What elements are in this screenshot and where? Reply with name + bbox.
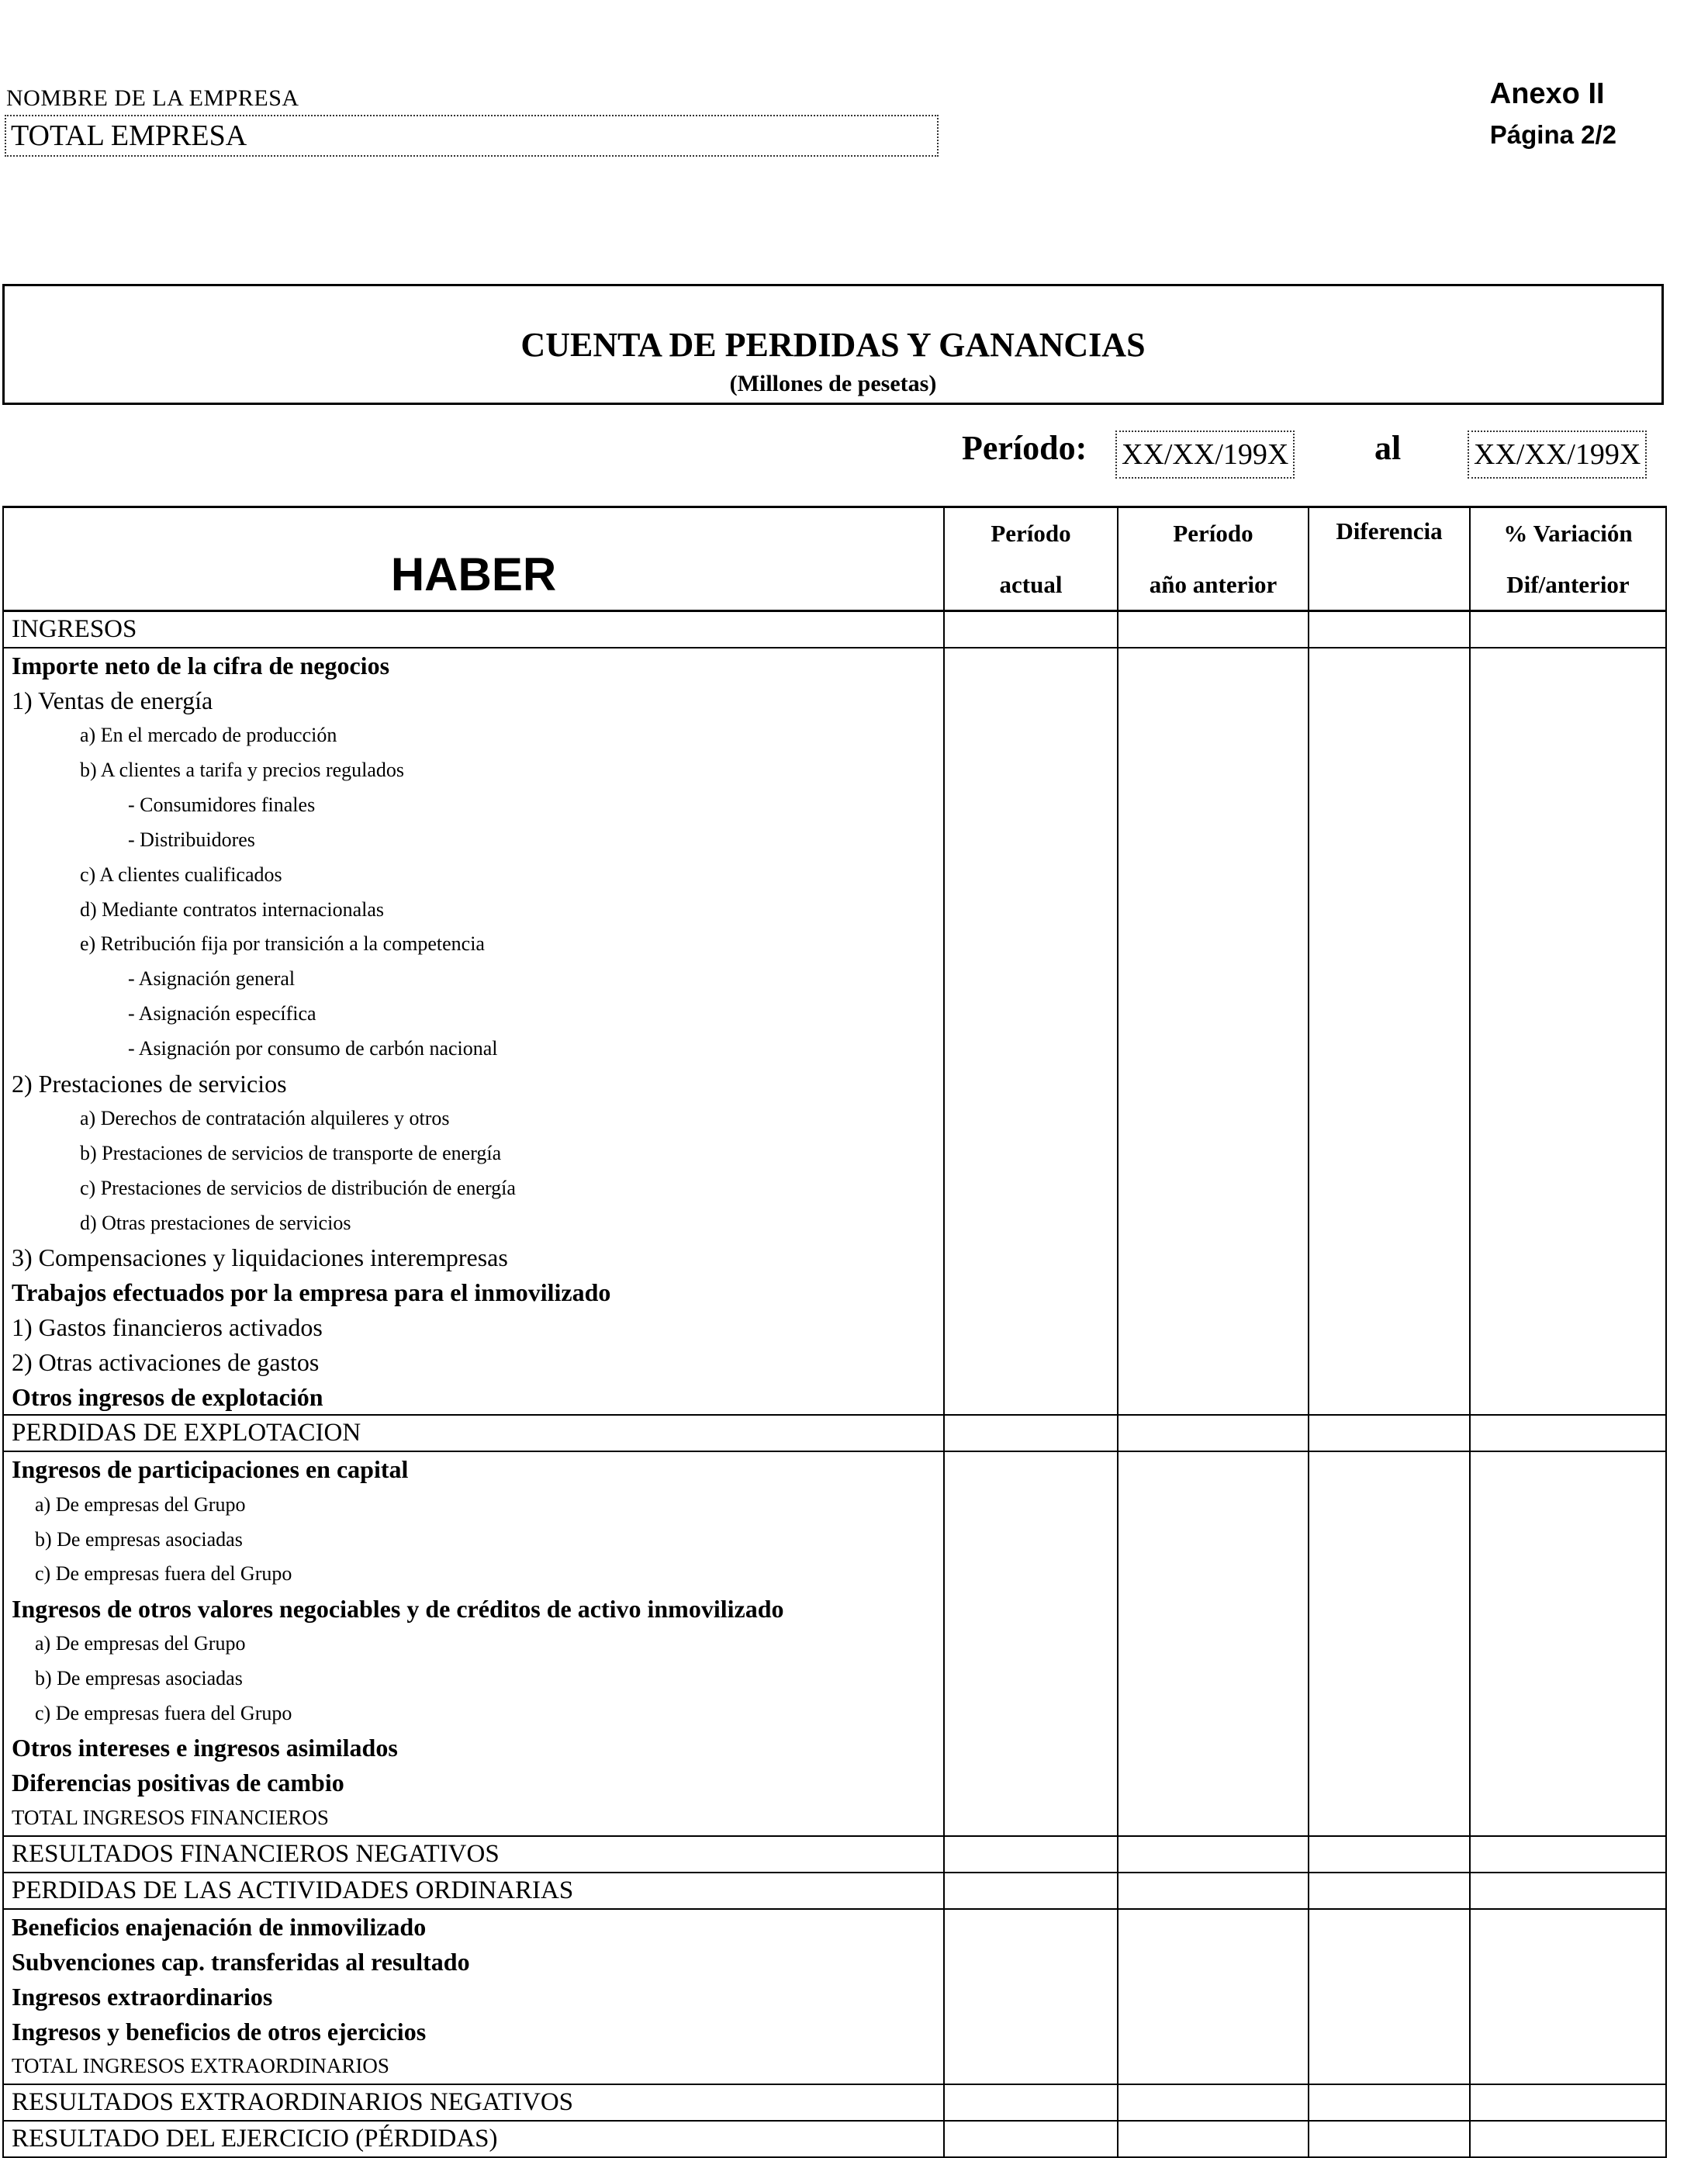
value-difference-cell[interactable] (1309, 1345, 1470, 1380)
value-variation-cell[interactable] (1470, 1696, 1666, 1731)
value-previous-cell[interactable] (1118, 997, 1309, 1032)
value-difference-cell[interactable] (1309, 718, 1470, 753)
value-current-cell[interactable] (944, 1765, 1118, 1800)
value-current-cell[interactable] (944, 1696, 1118, 1731)
value-variation-cell[interactable] (1470, 997, 1666, 1032)
table-row (3, 1067, 1666, 1101)
value-variation-cell[interactable] (1470, 2084, 1666, 2121)
value-variation-cell[interactable] (1470, 1345, 1666, 1380)
table-row (3, 1731, 1666, 1766)
value-difference-cell[interactable] (1309, 2121, 1470, 2157)
value-current-cell[interactable] (944, 1800, 1118, 1836)
row-label: RESULTADOS FINANCIEROS NEGATIVOS (3, 1836, 944, 1873)
value-previous-cell[interactable] (1118, 1909, 1309, 1945)
col-header-line1: Período (991, 519, 1071, 547)
value-variation-cell[interactable] (1470, 1487, 1666, 1522)
row-label: - Distribuidores (3, 822, 944, 857)
value-variation-cell[interactable] (1470, 1171, 1666, 1205)
value-previous-cell[interactable] (1118, 1310, 1309, 1345)
annex-label: Anexo II (1489, 78, 1605, 110)
row-label: a) En el mercado de producción (3, 718, 944, 753)
value-current-cell[interactable] (944, 1205, 1118, 1240)
value-current-cell[interactable] (944, 1522, 1118, 1557)
value-current-cell[interactable] (944, 1136, 1118, 1171)
period-label: Período: (962, 429, 1087, 467)
value-variation-cell[interactable] (1470, 962, 1666, 997)
value-current-cell[interactable] (944, 1415, 1118, 1451)
value-difference-cell[interactable] (1309, 857, 1470, 892)
value-current-cell[interactable] (944, 857, 1118, 892)
table-row (3, 857, 1666, 892)
row-label: 2) Prestaciones de servicios (3, 1067, 944, 1101)
value-previous-cell[interactable] (1118, 1032, 1309, 1067)
value-variation-cell[interactable] (1470, 1731, 1666, 1766)
row-label: Importe neto de la cifra de negocios (3, 648, 944, 683)
row-label: c) De empresas fuera del Grupo (3, 1557, 944, 1592)
value-difference-cell[interactable] (1309, 1522, 1470, 1557)
table-row (3, 1980, 1666, 2014)
value-variation-cell[interactable] (1470, 1909, 1666, 1945)
value-variation-cell[interactable] (1470, 1136, 1666, 1171)
value-variation-cell[interactable] (1470, 753, 1666, 788)
value-difference-cell[interactable] (1309, 822, 1470, 857)
value-difference-cell[interactable] (1309, 753, 1470, 788)
value-current-cell[interactable] (944, 1451, 1118, 1487)
row-label: Subvenciones cap. transferidas al resultado (3, 1945, 944, 1980)
period-to-field[interactable]: XX/XX/199X (1468, 431, 1647, 479)
value-variation-cell[interactable] (1470, 1380, 1666, 1416)
value-current-cell[interactable] (944, 822, 1118, 857)
value-difference-cell[interactable] (1309, 1380, 1470, 1416)
value-previous-cell[interactable] (1118, 611, 1309, 648)
value-difference-cell[interactable] (1309, 1487, 1470, 1522)
value-variation-cell[interactable] (1470, 892, 1666, 927)
table-row (3, 962, 1666, 997)
value-current-cell[interactable] (944, 648, 1118, 683)
table-row (3, 2121, 1666, 2157)
row-label: 2) Otras activaciones de gastos (3, 1345, 944, 1380)
value-difference-cell[interactable] (1309, 1980, 1470, 2014)
table-row (3, 787, 1666, 822)
value-current-cell[interactable] (944, 1662, 1118, 1696)
table-row (3, 1696, 1666, 1731)
value-variation-cell[interactable] (1470, 1836, 1666, 1873)
value-previous-cell[interactable] (1118, 892, 1309, 927)
table-row (3, 927, 1666, 962)
company-name-field[interactable]: TOTAL EMPRESA (5, 115, 939, 157)
col-header-line2: actual (999, 570, 1063, 598)
value-previous-cell[interactable] (1118, 1627, 1309, 1662)
value-variation-cell[interactable] (1470, 1945, 1666, 1980)
row-label: Diferencias positivas de cambio (3, 1765, 944, 1800)
value-previous-cell[interactable] (1118, 648, 1309, 683)
value-variation-cell[interactable] (1470, 683, 1666, 718)
table-row (3, 822, 1666, 857)
value-variation-cell[interactable] (1470, 1101, 1666, 1136)
value-previous-cell[interactable] (1118, 1522, 1309, 1557)
row-label: d) Otras prestaciones de servicios (3, 1205, 944, 1240)
value-difference-cell[interactable] (1309, 1205, 1470, 1240)
section-title: HABER (390, 548, 557, 600)
value-previous-cell[interactable] (1118, 1451, 1309, 1487)
value-difference-cell[interactable] (1309, 1800, 1470, 1836)
row-label: b) A clientes a tarifa y precios regulados (3, 753, 944, 788)
value-difference-cell[interactable] (1309, 2049, 1470, 2085)
table-row (3, 1415, 1666, 1451)
value-difference-cell[interactable] (1309, 1909, 1470, 1945)
col-header-line1: Diferencia (1336, 517, 1443, 545)
table-row (3, 1205, 1666, 1240)
value-previous-cell[interactable] (1118, 1662, 1309, 1696)
table-row (3, 1522, 1666, 1557)
table-row (3, 997, 1666, 1032)
table-row (3, 1380, 1666, 1416)
value-variation-cell[interactable] (1470, 1800, 1666, 1836)
value-difference-cell[interactable] (1309, 1101, 1470, 1136)
table-row (3, 611, 1666, 648)
value-current-cell[interactable] (944, 1592, 1118, 1627)
value-difference-cell[interactable] (1309, 962, 1470, 997)
value-difference-cell[interactable] (1309, 1415, 1470, 1451)
row-label: Otros ingresos de explotación (3, 1380, 944, 1416)
col-header-current (944, 507, 1118, 611)
table-row (3, 1310, 1666, 1345)
value-current-cell[interactable] (944, 753, 1118, 788)
value-current-cell[interactable] (944, 1487, 1118, 1522)
document-title: CUENTA DE PERDIDAS Y GANANCIAS (520, 326, 1146, 364)
value-variation-cell[interactable] (1470, 1451, 1666, 1487)
row-label: a) De empresas del Grupo (3, 1487, 944, 1522)
table-row (3, 2049, 1666, 2085)
title-box (2, 284, 1664, 405)
value-current-cell[interactable] (944, 1836, 1118, 1873)
value-current-cell[interactable] (944, 611, 1118, 648)
row-label: a) Derechos de contratación alquileres y otros (3, 1101, 944, 1136)
row-label: 1) Ventas de energía (3, 683, 944, 718)
period-from-field[interactable]: XX/XX/199X (1115, 431, 1295, 479)
value-difference-cell[interactable] (1309, 1171, 1470, 1205)
value-variation-cell[interactable] (1470, 2121, 1666, 2157)
row-label: Ingresos y beneficios de otros ejercicios (3, 2014, 944, 2049)
value-variation-cell[interactable] (1470, 1205, 1666, 1240)
value-previous-cell[interactable] (1118, 1415, 1309, 1451)
value-current-cell[interactable] (944, 1731, 1118, 1766)
col-header-line2: año anterior (1149, 570, 1278, 598)
table-row (3, 892, 1666, 927)
value-previous-cell[interactable] (1118, 683, 1309, 718)
value-current-cell[interactable] (944, 2049, 1118, 2085)
value-current-cell[interactable] (944, 1032, 1118, 1067)
row-label: - Asignación general (3, 962, 944, 997)
value-previous-cell[interactable] (1118, 962, 1309, 997)
value-variation-cell[interactable] (1470, 1067, 1666, 1101)
value-difference-cell[interactable] (1309, 1592, 1470, 1627)
table-row (3, 1662, 1666, 1696)
value-previous-cell[interactable] (1118, 2084, 1309, 2121)
row-label: 1) Gastos financieros activados (3, 1310, 944, 1345)
value-variation-cell[interactable] (1470, 822, 1666, 857)
value-difference-cell[interactable] (1309, 892, 1470, 927)
row-label: Ingresos de participaciones en capital (3, 1451, 944, 1487)
value-current-cell[interactable] (944, 1945, 1118, 1980)
value-difference-cell[interactable] (1309, 648, 1470, 683)
row-label: b) Prestaciones de servicios de transporte de energía (3, 1136, 944, 1171)
value-current-cell[interactable] (944, 1310, 1118, 1345)
table-row (3, 1836, 1666, 1873)
table-row (3, 1765, 1666, 1800)
value-variation-cell[interactable] (1470, 1522, 1666, 1557)
table-row (3, 1345, 1666, 1380)
value-current-cell[interactable] (944, 997, 1118, 1032)
value-difference-cell[interactable] (1309, 927, 1470, 962)
row-label: PERDIDAS DE EXPLOTACION (3, 1415, 944, 1451)
value-difference-cell[interactable] (1309, 1662, 1470, 1696)
row-label: c) A clientes cualificados (3, 857, 944, 892)
value-previous-cell[interactable] (1118, 1171, 1309, 1205)
value-previous-cell[interactable] (1118, 1345, 1309, 1380)
company-name-label: NOMBRE DE LA EMPRESA (6, 85, 299, 111)
table-header-row (3, 507, 1666, 611)
table-row (3, 1451, 1666, 1487)
table-row (3, 1171, 1666, 1205)
col-header-line2: Dif/anterior (1506, 570, 1630, 598)
table-row (3, 1557, 1666, 1592)
value-previous-cell[interactable] (1118, 753, 1309, 788)
value-previous-cell[interactable] (1118, 1765, 1309, 1800)
value-previous-cell[interactable] (1118, 2014, 1309, 2049)
value-variation-cell[interactable] (1470, 1592, 1666, 1627)
table-row (3, 1873, 1666, 1909)
table-row (3, 683, 1666, 718)
value-current-cell[interactable] (944, 1275, 1118, 1310)
value-variation-cell[interactable] (1470, 1032, 1666, 1067)
value-difference-cell[interactable] (1309, 1873, 1470, 1909)
value-variation-cell[interactable] (1470, 857, 1666, 892)
value-difference-cell[interactable] (1309, 1945, 1470, 1980)
row-label: - Asignación por consumo de carbón nacional (3, 1032, 944, 1067)
value-variation-cell[interactable] (1470, 1980, 1666, 2014)
value-current-cell[interactable] (944, 927, 1118, 962)
income-statement-table (2, 506, 1667, 2158)
table-row (3, 1275, 1666, 1310)
value-difference-cell[interactable] (1309, 1696, 1470, 1731)
row-label: RESULTADO DEL EJERCICIO (PÉRDIDAS) (3, 2121, 944, 2157)
value-previous-cell[interactable] (1118, 1380, 1309, 1416)
value-previous-cell[interactable] (1118, 1487, 1309, 1522)
table-row (3, 1101, 1666, 1136)
value-difference-cell[interactable] (1309, 1765, 1470, 1800)
units-subtitle: (Millones de pesetas) (729, 371, 937, 396)
value-previous-cell[interactable] (1118, 1557, 1309, 1592)
page-number: Página 2/2 (1489, 120, 1616, 149)
value-difference-cell[interactable] (1309, 997, 1470, 1032)
table-row (3, 1240, 1666, 1275)
value-variation-cell[interactable] (1470, 787, 1666, 822)
annex-block (1490, 78, 1616, 150)
value-previous-cell[interactable] (1118, 1205, 1309, 1240)
value-difference-cell[interactable] (1309, 1557, 1470, 1592)
value-difference-cell[interactable] (1309, 611, 1470, 648)
value-current-cell[interactable] (944, 1345, 1118, 1380)
value-previous-cell[interactable] (1118, 787, 1309, 822)
value-current-cell[interactable] (944, 1380, 1118, 1416)
row-label: - Asignación específica (3, 997, 944, 1032)
value-previous-cell[interactable] (1118, 1275, 1309, 1310)
value-variation-cell[interactable] (1470, 1240, 1666, 1275)
value-variation-cell[interactable] (1470, 611, 1666, 648)
value-variation-cell[interactable] (1470, 2014, 1666, 2049)
row-label: - Consumidores finales (3, 787, 944, 822)
value-current-cell[interactable] (944, 787, 1118, 822)
table-row (3, 2084, 1666, 2121)
value-previous-cell[interactable] (1118, 1592, 1309, 1627)
period-connector: al (1374, 429, 1402, 467)
value-current-cell[interactable] (944, 1171, 1118, 1205)
value-variation-cell[interactable] (1470, 1662, 1666, 1696)
col-header-line1: Período (1173, 519, 1253, 547)
table-row (3, 1627, 1666, 1662)
value-previous-cell[interactable] (1118, 2121, 1309, 2157)
row-label: e) Retribución fija por transición a la competencia (3, 927, 944, 962)
value-variation-cell[interactable] (1470, 1765, 1666, 1800)
row-label: TOTAL INGRESOS EXTRAORDINARIOS (3, 2049, 944, 2085)
value-variation-cell[interactable] (1470, 1275, 1666, 1310)
value-current-cell[interactable] (944, 2121, 1118, 2157)
value-current-cell[interactable] (944, 1557, 1118, 1592)
row-label: Otros intereses e ingresos asimilados (3, 1731, 944, 1766)
row-label: PERDIDAS DE LAS ACTIVIDADES ORDINARIAS (3, 1873, 944, 1909)
value-variation-cell[interactable] (1470, 718, 1666, 753)
row-label: TOTAL INGRESOS FINANCIEROS (3, 1800, 944, 1836)
value-previous-cell[interactable] (1118, 1240, 1309, 1275)
value-previous-cell[interactable] (1118, 1945, 1309, 1980)
value-previous-cell[interactable] (1118, 1696, 1309, 1731)
value-difference-cell[interactable] (1309, 1627, 1470, 1662)
value-previous-cell[interactable] (1118, 1836, 1309, 1873)
row-label: Ingresos extraordinarios (3, 1980, 944, 2014)
value-difference-cell[interactable] (1309, 1136, 1470, 1171)
value-difference-cell[interactable] (1309, 1451, 1470, 1487)
value-difference-cell[interactable] (1309, 2084, 1470, 2121)
row-label: c) De empresas fuera del Grupo (3, 1696, 944, 1731)
value-previous-cell[interactable] (1118, 927, 1309, 962)
value-difference-cell[interactable] (1309, 2014, 1470, 2049)
table-row (3, 753, 1666, 788)
value-variation-cell[interactable] (1470, 1873, 1666, 1909)
table-row (3, 1800, 1666, 1836)
value-difference-cell[interactable] (1309, 787, 1470, 822)
value-variation-cell[interactable] (1470, 1415, 1666, 1451)
value-current-cell[interactable] (944, 1980, 1118, 2014)
value-current-cell[interactable] (944, 1873, 1118, 1909)
value-current-cell[interactable] (944, 1101, 1118, 1136)
row-label: Trabajos efectuados por la empresa para el inmovilizado (3, 1275, 944, 1310)
table-row (3, 1592, 1666, 1627)
col-header-variation (1470, 507, 1666, 611)
row-label: b) De empresas asociadas (3, 1522, 944, 1557)
table-row (3, 1487, 1666, 1522)
table-row (3, 2014, 1666, 2049)
table-row (3, 1136, 1666, 1171)
row-label: RESULTADOS EXTRAORDINARIOS NEGATIVOS (3, 2084, 944, 2121)
value-previous-cell[interactable] (1118, 1980, 1309, 2014)
row-label: Ingresos de otros valores negociables y de créditos de activo inmovilizado (3, 1592, 944, 1627)
col-header-difference (1309, 507, 1470, 611)
row-label: b) De empresas asociadas (3, 1662, 944, 1696)
value-previous-cell[interactable] (1118, 1067, 1309, 1101)
value-previous-cell[interactable] (1118, 718, 1309, 753)
row-label: INGRESOS (3, 611, 944, 648)
value-variation-cell[interactable] (1470, 648, 1666, 683)
value-current-cell[interactable] (944, 1240, 1118, 1275)
row-label: c) Prestaciones de servicios de distribución de energía (3, 1171, 944, 1205)
row-label: a) De empresas del Grupo (3, 1627, 944, 1662)
value-difference-cell[interactable] (1309, 1275, 1470, 1310)
table-row (3, 1909, 1666, 1945)
table-row (3, 1945, 1666, 1980)
value-variation-cell[interactable] (1470, 1310, 1666, 1345)
value-previous-cell[interactable] (1118, 1101, 1309, 1136)
table-row (3, 1032, 1666, 1067)
section-title-cell (3, 507, 944, 611)
value-previous-cell[interactable] (1118, 857, 1309, 892)
value-variation-cell[interactable] (1470, 2049, 1666, 2085)
value-previous-cell[interactable] (1118, 2049, 1309, 2085)
row-label: 3) Compensaciones y liquidaciones interempresas (3, 1240, 944, 1275)
value-difference-cell[interactable] (1309, 1032, 1470, 1067)
value-difference-cell[interactable] (1309, 683, 1470, 718)
value-difference-cell[interactable] (1309, 1310, 1470, 1345)
table-row (3, 648, 1666, 683)
value-previous-cell[interactable] (1118, 1873, 1309, 1909)
value-previous-cell[interactable] (1118, 822, 1309, 857)
row-label: Beneficios enajenación de inmovilizado (3, 1909, 944, 1945)
value-current-cell[interactable] (944, 2084, 1118, 2121)
value-current-cell[interactable] (944, 962, 1118, 997)
value-difference-cell[interactable] (1309, 1240, 1470, 1275)
value-variation-cell[interactable] (1470, 1627, 1666, 1662)
value-previous-cell[interactable] (1118, 1800, 1309, 1836)
value-previous-cell[interactable] (1118, 1731, 1309, 1766)
value-current-cell[interactable] (944, 683, 1118, 718)
value-current-cell[interactable] (944, 1627, 1118, 1662)
value-current-cell[interactable] (944, 2014, 1118, 2049)
col-header-line1: % Variación (1503, 519, 1633, 547)
value-difference-cell[interactable] (1309, 1067, 1470, 1101)
value-current-cell[interactable] (944, 1067, 1118, 1101)
value-current-cell[interactable] (944, 892, 1118, 927)
row-label: d) Mediante contratos internacionalas (3, 892, 944, 927)
value-variation-cell[interactable] (1470, 927, 1666, 962)
value-current-cell[interactable] (944, 718, 1118, 753)
value-current-cell[interactable] (944, 1909, 1118, 1945)
value-difference-cell[interactable] (1309, 1731, 1470, 1766)
col-header-previous (1118, 507, 1309, 611)
value-difference-cell[interactable] (1309, 1836, 1470, 1873)
table-row (3, 718, 1666, 753)
value-previous-cell[interactable] (1118, 1136, 1309, 1171)
value-variation-cell[interactable] (1470, 1557, 1666, 1592)
